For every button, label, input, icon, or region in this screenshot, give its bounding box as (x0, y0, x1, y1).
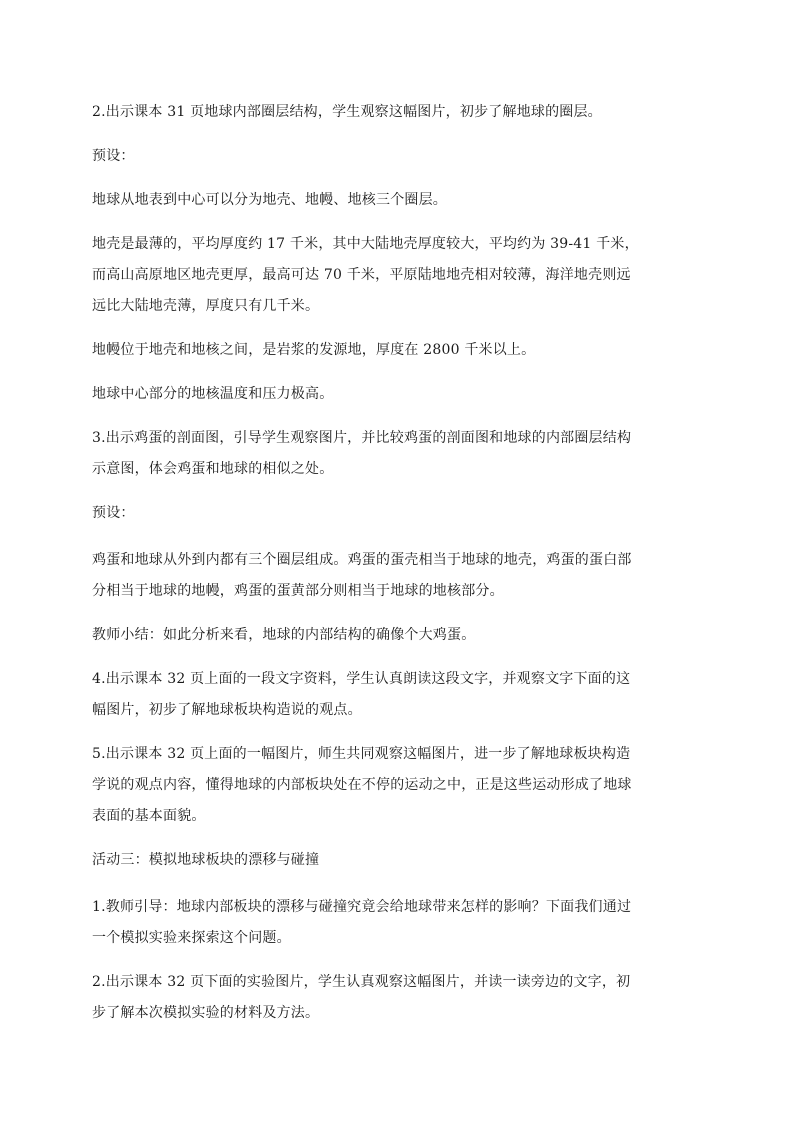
text-line: 1.教师引导：地球内部板块的漂移与碰撞究竟会给地球带来怎样的影响？下面我们通过 (92, 899, 632, 915)
text-line: 分相当于地球的地幔，鸡蛋的蛋黄部分则相当于地球的地核部分。 (92, 583, 504, 599)
paragraph-experiment (92, 967, 704, 1029)
paragraph-mantle (92, 335, 704, 366)
text-line: 教师小结：如此分析来看，地球的内部结构的确像个大鸡蛋。 (92, 627, 476, 643)
text-line: 一个模拟实验来探索这个问题。 (92, 930, 291, 946)
paragraph-core (92, 379, 704, 410)
paragraph-step-5 (92, 739, 704, 832)
paragraph-preset (92, 498, 704, 529)
paragraph-egg-comparison (92, 545, 704, 607)
text-line: 而高山高原地区地壳更厚，最高可达 70 千米，平原陆地地壳相对较薄，海洋地壳则远 (92, 267, 631, 283)
paragraph-teacher-summary (92, 620, 704, 651)
text-line: 2.出示课本 32 页下面的实验图片，学生认真观察这幅图片，并读一读旁边的文字，初 (92, 974, 631, 990)
paragraph-teacher-guide (92, 892, 704, 954)
paragraph-earth-layers (92, 185, 704, 216)
paragraph-step-2 (92, 97, 704, 128)
text-line: 地球中心部分的地核温度和压力极高。 (92, 386, 334, 402)
text-line: 预设： (92, 505, 135, 521)
text-line: 远比大陆地壳薄，厚度只有几千米。 (92, 298, 320, 314)
text-line: 鸡蛋和地球从外到内都有三个圈层组成。鸡蛋的蛋壳相当于地球的地壳，鸡蛋的蛋白部 (92, 552, 632, 568)
text-line: 学说的观点内容，懂得地球的内部板块处在不停的运动之中，正是这些运动形成了地球 (92, 777, 632, 793)
paragraph-step-3 (92, 423, 704, 485)
text-line: 4.出示课本 32 页上面的一段文字资料，学生认真朗读这段文字，并观察文字下面的这 (92, 671, 631, 687)
text-line: 幅图片，初步了解地球板块构造说的观点。 (92, 702, 362, 718)
text-line: 地幔位于地壳和地核之间，是岩浆的发源地，厚度在 2800 千米以上。 (92, 342, 536, 358)
paragraph-preset (92, 141, 704, 172)
text-line: 3.出示鸡蛋的剖面图，引导学生观察图片，并比较鸡蛋的剖面图和地球的内部圈层结构 (92, 430, 632, 446)
text-line: 预设： (92, 148, 135, 164)
text-line: 2.出示课本 31 页地球内部圈层结构，学生观察这幅图片，初步了解地球的圈层。 (92, 104, 602, 120)
text-line: 地球从地表到中心可以分为地壳、地幔、地核三个圈层。 (92, 192, 447, 208)
text-line: 地壳是最薄的，平均厚度约 17 千米，其中大陆地壳厚度较大，平均约为 39-41 千米， (92, 236, 639, 252)
paragraph-step-4 (92, 664, 704, 726)
text-line: 示意图，体会鸡蛋和地球的相似之处。 (92, 461, 334, 477)
text-line: 5.出示课本 32 页上面的一幅图片，师生共同观察这幅图片，进一步了解地球板块构造 (92, 746, 631, 762)
text-line: 步了解本次模拟实验的材料及方法。 (92, 1005, 320, 1021)
paragraph-crust (92, 229, 704, 322)
paragraph-activity-3-heading (92, 845, 704, 876)
text-line: 活动三：模拟地球板块的漂移与碰撞 (92, 852, 320, 868)
text-line: 表面的基本面貌。 (92, 808, 206, 824)
